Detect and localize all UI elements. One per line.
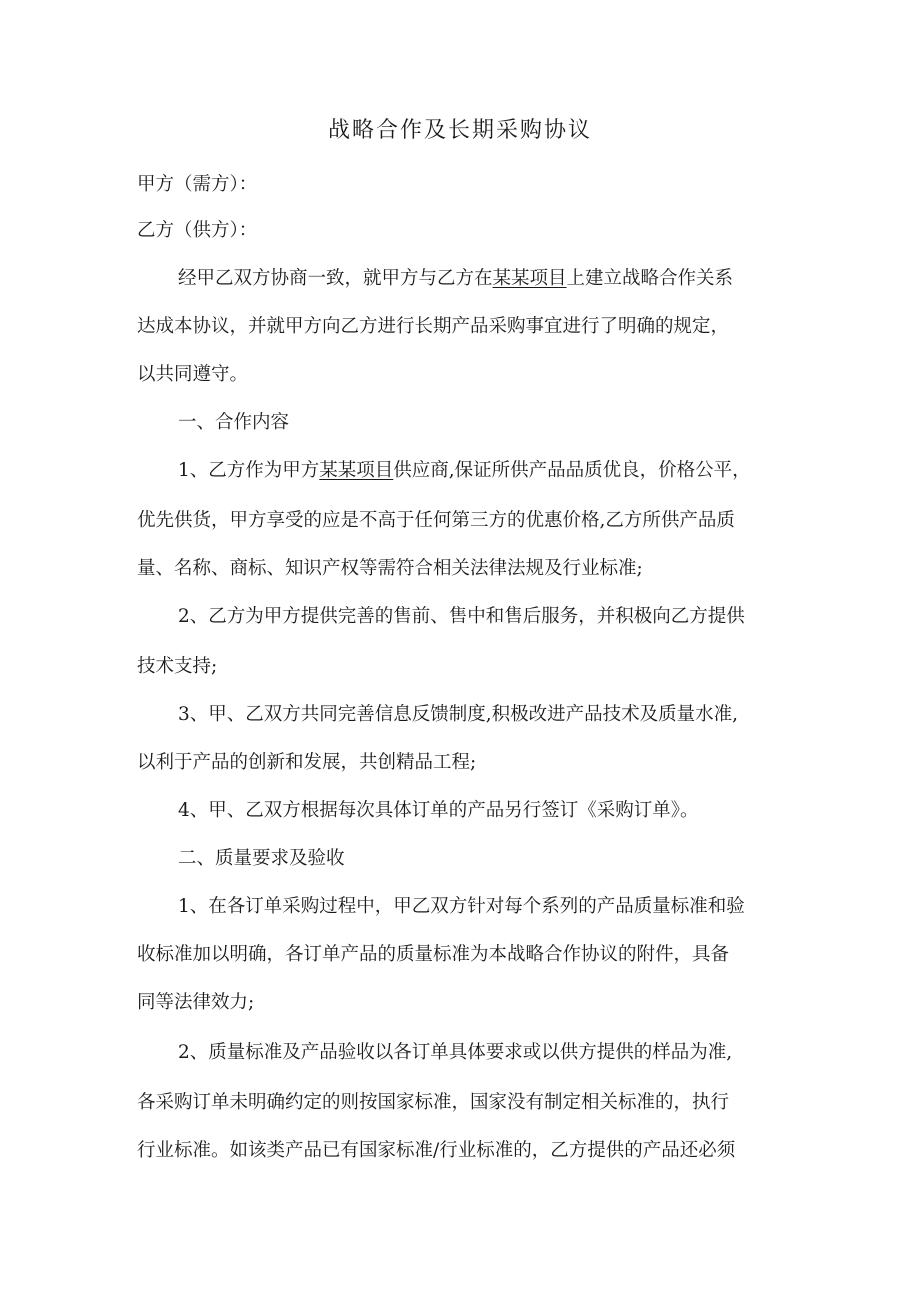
intro-text: 上建立战略合作关系 [566, 268, 734, 289]
section-1-item-1-line-3: 量、名称、商标、知识产权等需符合相关法律法规及行业标准; [137, 558, 643, 579]
project-name-underlined: 某某项目 [492, 268, 567, 289]
project-name-underlined: 某某项目 [319, 460, 394, 481]
section-2-heading: 二、质量要求及验收 [178, 848, 345, 869]
section-2-item-1-line-2: 收标准加以明确，各订单产品的质量标准为本战略合作协议的附件，具备 [137, 944, 730, 965]
document-title: 战略合作及长期采购协议 [327, 118, 592, 143]
intro-line-2: 达成本协议，并就甲方向乙方进行长期产品采购事宜进行了明确的规定， [137, 316, 730, 337]
intro-line-1 [178, 264, 733, 294]
section-2-item-1-line-3: 同等法律效力; [137, 992, 255, 1013]
section-2-item-2-line-1: 2、质量标准及产品验收以各订单具体要求或以供方提供的样品为准, [178, 1042, 733, 1063]
party-b-line: 乙方（供方）： [137, 220, 258, 241]
section-1-heading: 一、合作内容 [178, 412, 290, 433]
party-a-line: 甲方（需方）： [137, 174, 258, 195]
section-1-item-2-line-2: 技术支持; [137, 656, 218, 677]
section-1-item-4-line-1: 4、甲、乙双方根据每次具体订单的产品另行签订《采购订单》。 [178, 800, 699, 821]
section-1-item-3-line-1: 3、甲、乙双方共同完善信息反馈制度,积极改进产品技术及质量水准, [178, 704, 739, 725]
clause-text: 供应商,保证所供产品品质优良，价格公平， [393, 460, 751, 481]
section-1-item-3-line-2: 以利于产品的创新和发展，共创精品工程; [137, 752, 477, 773]
section-1-item-1-line-1 [178, 456, 751, 486]
intro-line-3: 以共同遵守。 [137, 364, 249, 385]
section-1-item-2-line-1: 2、乙方为甲方提供完善的售前、售中和售后服务，并积极向乙方提供 [178, 606, 745, 627]
section-2-item-2-line-2: 各采购订单未明确约定的则按国家标准，国家没有制定相关标准的，执行 [137, 1092, 730, 1113]
section-2-item-1-line-1: 1、在各订单采购过程中，甲乙双方针对每个系列的产品质量标准和验 [178, 896, 745, 917]
section-2-item-2-line-3: 行业标准。如该类产品已有国家标准/行业标准的，乙方提供的产品还必须 [137, 1140, 736, 1161]
intro-text: 经甲乙双方协商一致，就甲方与乙方在 [178, 268, 493, 289]
section-1-item-1-line-2: 优先供货，甲方享受的应是不高于任何第三方的优惠价格,乙方所供产品质 [137, 510, 735, 531]
clause-text: 1、乙方作为甲方 [178, 460, 320, 481]
